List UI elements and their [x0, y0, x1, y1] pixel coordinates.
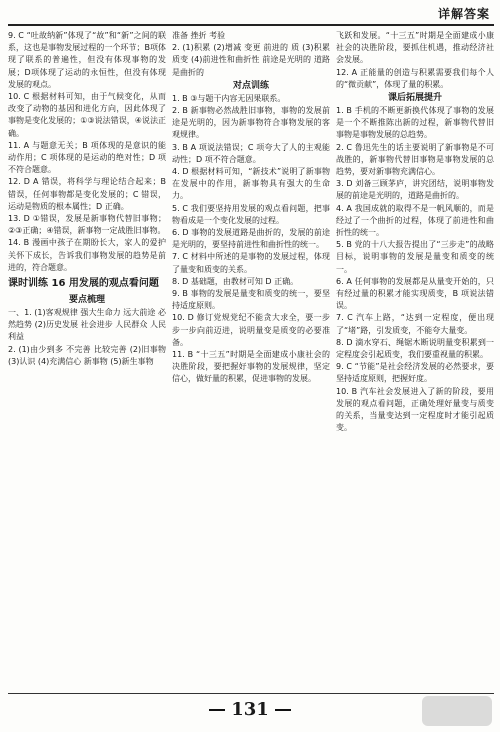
column-right [336, 30, 494, 690]
answer-paragraph: 11. A 与题意无关；B 项体现的是意识的能动作用；C 项体现的是运动的绝对性；D 项不符合题意。 [8, 140, 166, 175]
answer-paragraph: 2. C 鲁迅先生的话主要说明了新事物是不可战胜的，新事物代替旧事物是事物发展的总趋势，要对新事物充满信心。 [336, 142, 494, 177]
answer-paragraph: 9. B 事物的发展是量变和质变的统一，要坚持适度原则。 [172, 289, 330, 311]
page-number-value: 131 [231, 699, 269, 720]
answer-paragraph: 2. (1)由少到多 不完善 比较完善 (2)旧事物 (3)认识 (4)充满信心 新事物 (5)新生事物 [8, 344, 166, 366]
answer-paragraph: 14. B 漫画中孩子在期盼长大，家人的爱护关怀下成长，告诉我们事物发展的趋势是前进的，符合题意。 [8, 238, 166, 272]
page-number-dash-right [275, 709, 291, 711]
answer-paragraph: 10. D 修订党规党纪不能贪大求全，要一步步一步向前迈进，说明量变是质变的必要准备。 [172, 313, 330, 347]
header-rule [8, 24, 494, 26]
subsection-heading: 对点训练 [232, 80, 269, 91]
answer-paragraph: 8. D 基础题，由教材可知 D 正确。 [172, 276, 299, 286]
answer-paragraph: 1. B 手机的不断更新换代体现了事物的发展是一个不断推陈出新的过程，新事物代替旧事物是事物发展的总趋势。 [336, 106, 494, 140]
answer-paragraph: 6. D 事物的发展道路是曲折的，发展的前途是光明的，要坚持前进性和曲折性的统一。 [172, 228, 330, 250]
column-left [8, 30, 166, 690]
answer-paragraph: 13. D ①错误，发展是新事物代替旧事物；②③正确；④错误，新事物一定战胜旧事物。 [8, 214, 166, 236]
watermark-logo [422, 696, 492, 726]
answer-paragraph: 3. D 刘备三顾茅庐，讲究团结，说明事物发展的前途是光明的，道路是曲折的。 [336, 179, 494, 201]
subsection-heading: 课后拓展提升 [387, 93, 442, 104]
answer-paragraph: 7. C 汽车上路，“达到一定程度，便出现了“堵”路，引发质变，不能夸大量变。 [336, 313, 494, 335]
answer-paragraph: 10. C 根据材料可知，由于气候变化，从而改变了动物的基因和进化方向，因此体现了事物是变化发展的；①③说法错误，④说法正确。 [8, 92, 166, 138]
answer-paragraph: 5. B 党的十八大报告提出了“三步走”的战略目标，说明事物的发展是量变和质变的统一。 [336, 240, 494, 274]
answer-paragraph: 5. C 我们要坚持用发展的观点看问题，把事物看成是一个变化发展的过程。 [172, 203, 330, 225]
answer-paragraph: 6. A 任何事物的发展都是从量变开始的，只有经过量的积累才能实现质变，B 项说法错误。 [336, 276, 494, 311]
answer-paragraph: 11. B “十三五”时期是全面建成小康社会的决胜阶段，要把握好事物的发展规律，坚定信心，做好量的积累，促进事物的发展。 [172, 350, 330, 384]
page-header-title: 详解答案 [437, 7, 490, 21]
page-number-dash-left [209, 709, 225, 711]
answer-paragraph: 9. C “吐故纳新”体现了“故”和“新”之间的联系，这也是事物发展过程的一个环节；B项体现了联系的普遍性，但没有体现事物的发展；D项体现了运动的永恒性，但没有体现发展的观点。 [8, 31, 166, 89]
footer-rule [8, 693, 494, 694]
answer-paragraph: 准备 挫折 考验 [172, 31, 226, 40]
answer-paragraph: 8. D 滴水穿石、绳锯木断说明量变积累到一定程度会引起质变，我们要重视量的积累。 [336, 337, 494, 360]
answer-columns [8, 30, 494, 690]
answer-paragraph: 一、1. (1)客观规律 强大生命力 远大前途 必然趋势 (2)历史发展 社会进步 人民群众 人民利益 [8, 308, 166, 342]
answer-paragraph: 2. B 新事物必然战胜旧事物，事物的发展前途是光明的，因为新事物符合事物发展的客观规律。 [172, 106, 330, 140]
answer-paragraph: 9. C “节能”是社会经济发展的必然要求，要坚持适度原则，把握好度。 [336, 362, 494, 384]
answer-paragraph: 4. A 我国成就的取得不是一帆风顺的，而是经过了一个曲折的过程，体现了前进性和曲折性的统一。 [336, 203, 494, 238]
answer-paragraph: 2. (1)积累 (2)增减 变更 前进的 质 (3)积累 质变 (4)前进性和曲折性 前途是光明的 道路是曲折的 [172, 43, 330, 77]
answer-paragraph: 10. B 汽车社会发展进入了新的阶段，要用发展的观点看问题，正确处理好量变与质变的关系，当量变达到一定程度时才能引起质变。 [336, 386, 494, 433]
answer-paragraph: 1. B ③与题干内容无因果联系。 [172, 93, 286, 103]
column-middle [172, 30, 330, 690]
section-heading: 课时训练 16 用发展的观点看问题 [8, 278, 159, 290]
answer-paragraph: 3. B A 项说法错误；C 项夸大了人的主观能动性；D 项不符合题意。 [172, 142, 330, 164]
answer-paragraph: 飞跃和发展。“十三五”时期是全面建成小康社会的决胜阶段，要抓住机遇，推动经济社会发展。 [336, 31, 494, 65]
answer-paragraph: 12. D A 错误，将科学与理论结合起来；B 错误，任何事物都是变化发展的；C 错误，运动是物质的根本属性；D 正确。 [8, 177, 166, 211]
answer-paragraph: 12. A 正能量的创造与积累需要我们每个人的“微贡献”，体现了量的积累。 [336, 67, 494, 89]
subsection-heading: 要点梳理 [68, 295, 105, 306]
answer-paragraph: 4. D 根据材料可知，“新技术”说明了新事物在发展中的作用，新事物具有强大的生命力。 [172, 167, 330, 201]
answer-paragraph: 7. C 材料中所述的是事物的发展过程，体现了量变和质变的关系。 [172, 252, 330, 274]
